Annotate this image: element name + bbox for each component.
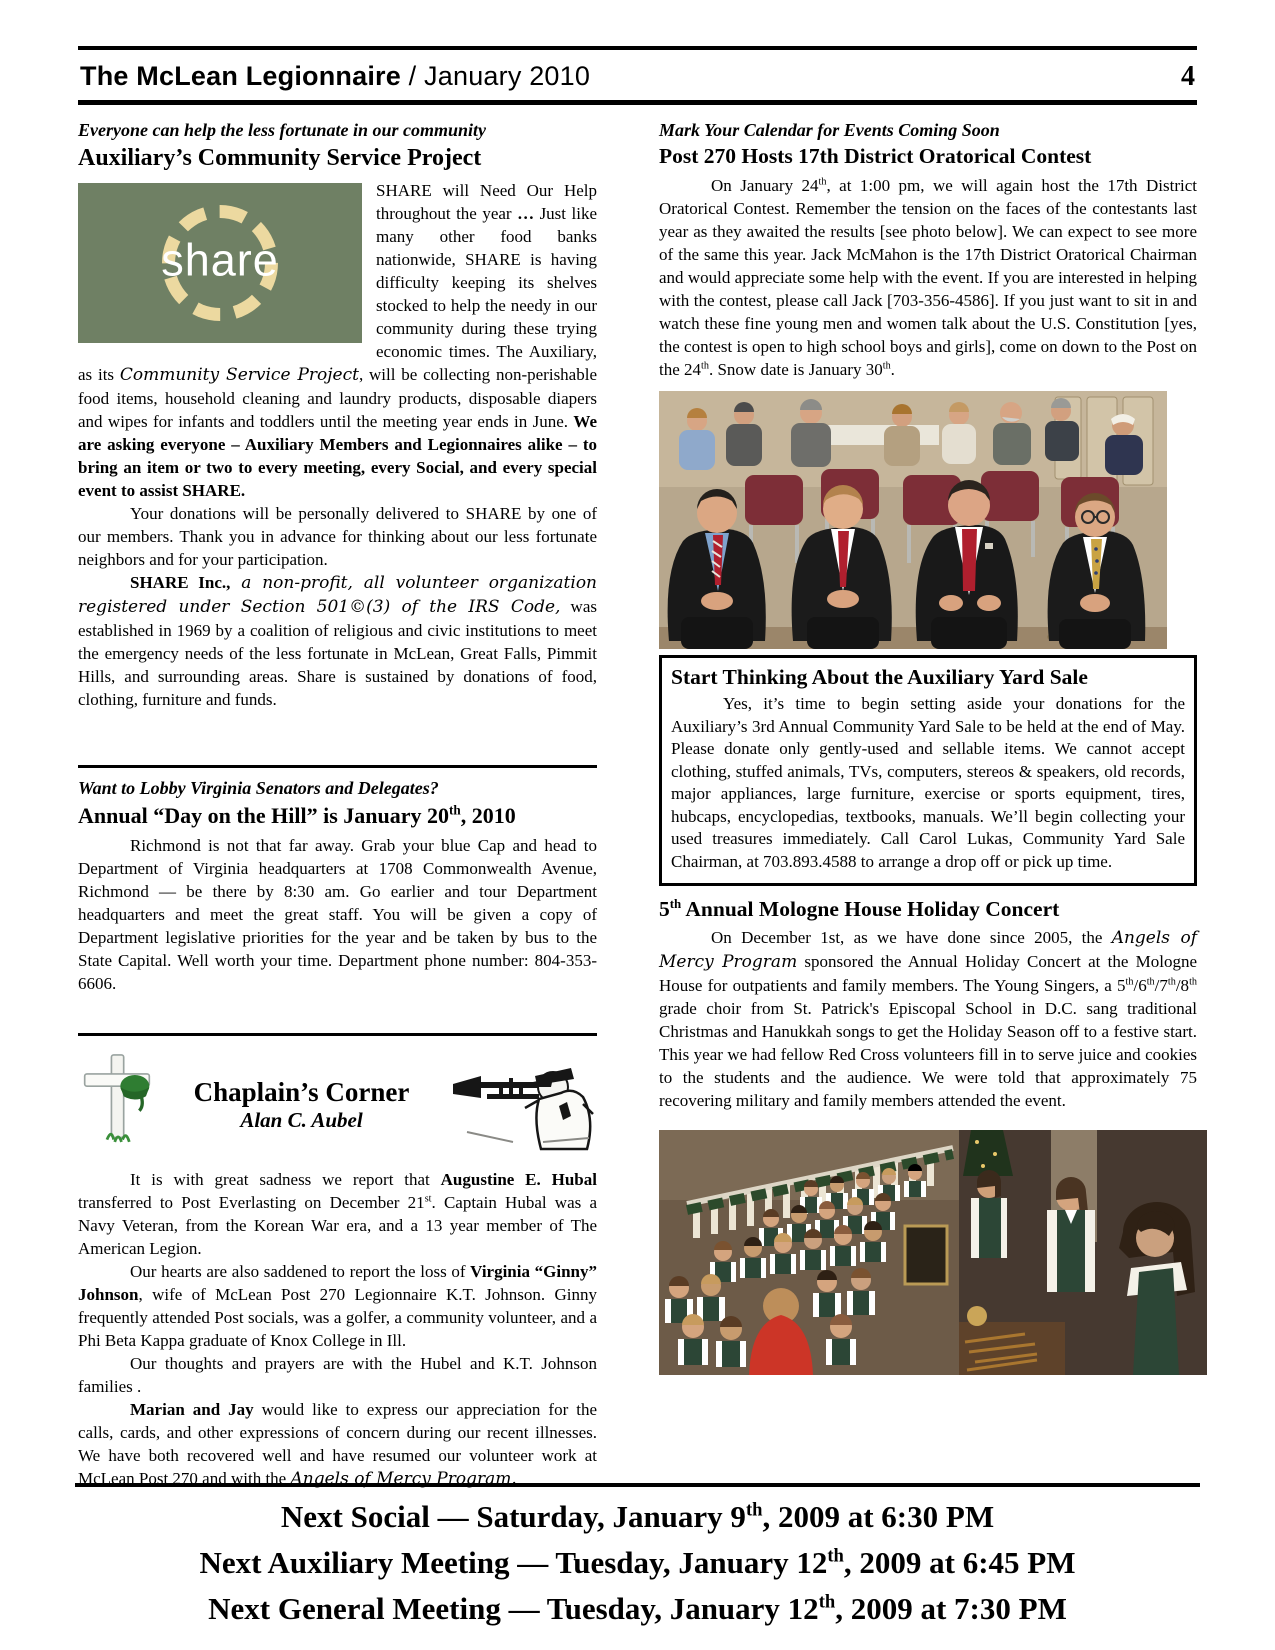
article-headline: Start Thinking About the Auxiliary Yard Sale [671,665,1088,689]
footer-meetings [75,1483,1200,1632]
chaplains-corner-header [78,1048,597,1160]
footer-rule [75,1483,1200,1487]
oratorical-contest-photo [659,391,1167,649]
article-kicker: Everyone can help the less fortunate in our community [78,120,487,140]
article-community-service [78,118,597,711]
paragraph: Richmond is not that far away. Grab your blue Cap and head to Department of Virginia headquarters at 1708 Commonwealth Avenue, Richmond — be there by 8:30 am. Go earlier and tour Department headquarters and meet the great staff. You will be given a copy of Department legislative priorities for the year and be taken by bus to the State Capital. Well worth your time. Department phone number: 804-353-6606. [78,836,597,993]
paragraph: Our hearts are also saddened to report the loss of Virginia “Ginny” Johnson, wife of McLean Post 270 Legionnaire K.T. Johnson. Ginny frequently attended Post socials, was a golfer, a community volunteer, and a Phi Beta Kappa graduate of Knox College in Ill. [78,1262,597,1350]
article-yard-sale-box [659,655,1197,886]
share-logo [78,183,362,343]
paragraph: It is with great sadness we report that Augustine E. Hubal transferred to Post Everlasting on December 21st. Captain Hubal was a Navy Veteran, from the Korean War era, and a 13 year member of The American Legion. [78,1170,597,1258]
newsletter-title-bold: The McLean Legionnaire [80,61,401,91]
page-content [0,46,1275,1626]
left-column [78,118,597,1491]
footer-line-next-auxiliary-meeting: Next Auxiliary Meeting — Tuesday, January 12th, 2009 at 6:45 PM [199,1545,1076,1580]
footer-line-next-general-meeting: Next General Meeting — Tuesday, January 12th, 2009 at 7:30 PM [208,1591,1067,1626]
right-column [659,118,1197,1491]
paragraph: SHARE Inc., a non-profit, all volunteer organization registered under Section 501©(3) of the IRS Code, was established in 1969 by a coalition of religious and civic institutions to meet the emergency needs of the less fortunate in McLean, Great Falls, Pimmit Hills, and surrounding areas. Share is sustained by donations of food, clothing, furniture and funds. [78,573,598,709]
article-headline: 5th Annual Mologne House Holiday Concert [659,896,1060,921]
chaplains-corner-title: Chaplain’s Corner [193,1076,410,1107]
paragraph: Marian and Jay would like to express our appreciation for the calls, cards, and other expressions of concern during our recent illnesses. We have both recovered well and have resumed our volunteer work at McLean Post 270 and with the Angels of Mercy Program. [78,1400,597,1489]
chaplains-corner-titles [162,1076,441,1133]
newsletter-title-date: / January 2010 [400,61,591,91]
article-day-on-the-hill [78,776,597,995]
paragraph: SHARE will Need Our Help throughout the year … Just like many other food banks nationwide, SHARE is having difficulty keeping its shelves stocked to help the needy in our community during these trying economic times. The Auxiliary, as its Community Service Project, will be collecting non-perishable food items, household cleaning and laundry products, disposable diapers and wipes for infants and toddlers until the meeting year ends in June. We are asking everyone – Auxiliary Members and Legionnaires alike – to bring an item or two to every meeting, every Social, and every special event to assist SHARE. [78,181,597,500]
holiday-concert-photo [659,1130,1207,1375]
page-number: 4 [1181,61,1195,92]
two-column-layout [78,118,1197,1491]
article-kicker: Mark Your Calendar for Events Coming Soon [659,120,1000,140]
article-mologne-concert [659,896,1197,1112]
masthead-rule [78,100,1197,105]
article-oratorical-contest [659,118,1197,381]
section-divider [78,1033,597,1036]
chaplains-corner-byline: Alan C. Aubel [240,1107,363,1132]
paragraph: On January 24th, at 1:00 pm, we will again host the 17th District Oratorical Contest. Remember the tension on the faces of the contestants last year as they awaited the results [see photo below]. We can expect to see more of the same this year. Jack McMahon is the 17th District Oratorical Chairman and would appreciate some help with the event. If you are interested in helping with the contest, please call Jack [703-356-4586]. If you just want to sit in and watch these fine young men and women talk about the U.S. Constitution [yes, the contest is open to high school boys and girls], come on down to the Post on the 24th. Snow date is January 30th. [659,176,1197,379]
bugler-icon [447,1054,597,1154]
paragraph: Your donations will be personally delivered to SHARE by one of our members. Thank you in advance for thinking about our less fortunate neighbors and for your participation. [78,504,597,569]
paragraph: Yes, it’s time to begin setting aside your donations for the Auxiliary’s 3rd Annual Community Yard Sale to be held at the end of May. Please donate only gently-used and sellable items. We cannot accept clothing, stuffed animals, TVs, computers, stereos & speakers, old records, major appliances, large furniture, exercise or sports equipment, tires, hubcaps, encyclopedias, textbooks, manuals. We’ll begin collecting your used treasures immediately. Call Carol Lukas, Community Yard Sale Chairman, at 703.893.4588 to arrange a drop off or pick up time. [671,694,1185,871]
newsletter-title [80,61,590,92]
article-headline: Annual “Day on the Hill” is January 20th, 2010 [78,802,516,828]
footer-line-next-social: Next Social — Saturday, January 9th, 2009 at 6:30 PM [280,1499,995,1534]
share-logo-text: share [161,234,279,286]
article-headline: Auxiliary’s Community Service Project [78,145,482,171]
masthead [78,50,1197,100]
paragraph: On December 1st, as we have done since 2005, the Angels of Mercy Program sponsored the Annual Holiday Concert at the Mologne House for outpatients and family members. The Young Singers, a 5th/6th/7th/8th grade choir from St. Patrick's Episcopal School in D.C. sang traditional Christmas and Hanukkah songs to get the Holiday Season off to a festive start. This year we had fellow Red Cross volunteers fill in to serve juice and cookies to the students and the audience. We were told that approximately 75 recovering military and family members attended the event. [659,928,1198,1110]
article-chaplains-corner [78,1048,597,1491]
cross-with-helmet-icon [78,1048,156,1160]
article-kicker: Want to Lobby Virginia Senators and Delegates? [78,778,439,798]
paragraph: Our thoughts and prayers are with the Hubel and K.T. Johnson families . [78,1354,597,1396]
article-headline: Post 270 Hosts 17th District Oratorical Contest [659,144,1092,168]
section-divider [78,765,597,768]
